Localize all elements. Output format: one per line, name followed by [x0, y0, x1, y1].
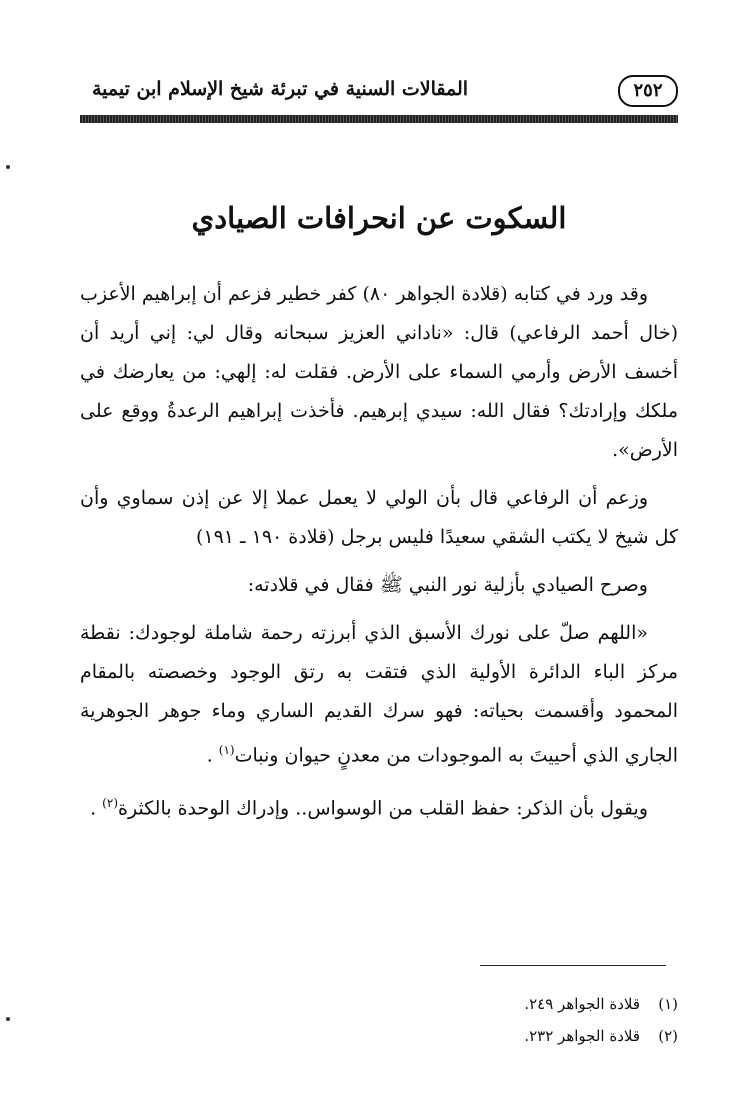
paragraph — [80, 275, 678, 470]
running-header — [80, 72, 678, 112]
paragraph-text: ويقول بأن الذكر: حفظ القلب من الوسواس.. وإدراك الوحدة بالكثرة — [118, 797, 648, 820]
paragraph: «اللهم صلّ على نورك الأسبق الذي أبرزته رحمة شاملة لوجودك: نقطة مركز الباء الدائرة الأولية الذي فتقت به رتق الوجود وخصصته بالمقام المحمود وأقسمت بحياته: فهو سرك القديم الساري وماء جوهر الجوهرية الجاري الذي أحييتَ به الموجودات من معدنٍ حيوان ونبات$^{(١)}$ . — [80, 622, 678, 767]
footnote-text: قلادة الجواهر ٢٤٩. — [524, 995, 640, 1013]
margin-dot — [6, 1017, 10, 1021]
footnote-separator — [480, 965, 666, 966]
paragraph-text: «اللهم صلّ على نورك الأسبق الذي أبرزته رحمة شاملة لوجودك: نقطة مركز الباء الدائرة الأولية الذي فتقت به رتق الوجود وخصصته بالمقام المحمود وأقسمت بحياته: فهو سرك القديم الساري وماء جوهر الجوهرية الجاري الذي أحييتَ به الموجودات من معدنٍ حيوان ونبات — [80, 622, 678, 767]
running-title: المقالات السنية في تبرئة شيخ الإسلام ابن تيمية — [92, 78, 469, 100]
paragraph-text: وصرح الصيادي بأزلية نور النبي ﷺ فقال في قلادته: — [247, 574, 648, 596]
page-number: ٢٥٢ — [618, 75, 678, 107]
header-rule — [80, 115, 678, 123]
body-text — [80, 275, 678, 838]
paragraph — [80, 566, 678, 605]
paragraph-text: وزعم أن الرفاعي قال بأن الولي لا يعمل عملا إلا عن إذن سماوي وأن كل شيخ لا يكتب الشقي سعيدًا فليس برجل (قلادة ١٩٠ ـ ١٩١) — [80, 487, 678, 548]
paragraph — [80, 479, 678, 557]
footnotes — [80, 988, 678, 1052]
margin-dot — [6, 165, 10, 169]
footnote — [80, 1020, 678, 1052]
paragraph-text: وقد ورد في كتابه (قلادة الجواهر ٨٠) كفر خطير فزعم أن إبراهيم الأعزب (خال أحمد الرفاعي) قال: «ناداني العزيز سبحانه وقال لي: إني أريد أن أخسف الأرض وأرمي السماء على الأرض. فقلت له: إلهي: من يعارضك في ملكك وإرادتك؟ فقال الله: سيدي إبرهيم. فأخذت إبراهيم الرعدةُ ووقع على الأرض». — [80, 283, 678, 461]
footnote-ref: (١) — [218, 743, 235, 757]
footnote-mark: (١) — [658, 995, 678, 1013]
footnote-mark: (٢) — [658, 1027, 678, 1045]
footnote — [80, 988, 678, 1020]
footnote-ref: (٢) — [102, 796, 118, 811]
paragraph: ويقول بأن الذكر: حفظ القلب من الوسواس.. وإدراك الوحدة بالكثرة$^{(٢)}$ . — [90, 796, 648, 820]
chapter-title: السكوت عن انحرافات الصيادي — [191, 201, 567, 235]
footnote-text: قلادة الجواهر ٢٣٢. — [524, 1027, 640, 1045]
